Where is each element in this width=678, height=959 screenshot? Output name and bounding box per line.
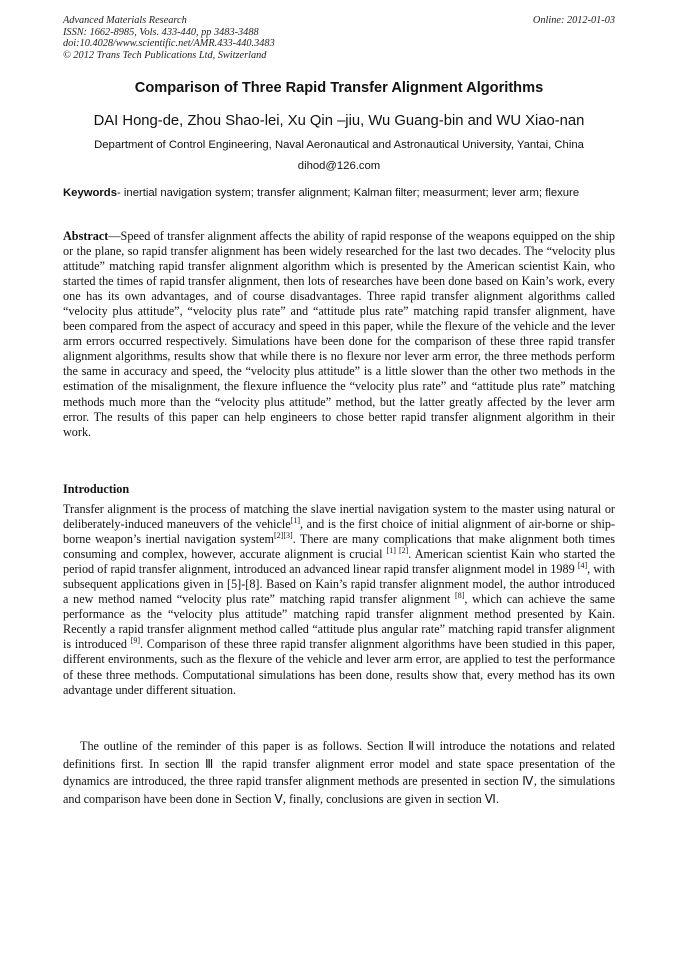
keywords-text: - inertial navigation system; transfer alignment; Kalman filter; measurment; lever arm; flexure (117, 187, 580, 199)
paper-title: Comparison of Three Rapid Transfer Alignment Algorithms (134, 80, 544, 96)
citation: [8] (455, 591, 465, 601)
abstract-text: —Speed of transfer alignment affects the ability of rapid response of the weapons equipped on the ship or the plane, so rapid transfer alignment has been widely researched for the last two decades. The “velocity plus attitude” matching rapid transfer alignment algorithm which is presented by the American scientist Kain, who started the times of rapid transfer alignment, then lots of researches have been done based on Kain’s work, every one has its own advantages, and of course disadvantages. Three rapid transfer alignment algorithms called “velocity plus attitude”, “velocity plus rate” and “attitude plus rate” matching rapid transfer alignment, have been compared from the aspect of accuracy and speed in this paper, while the flexure of the vehicle and the lever arm errors occurred respectively. Simulations have been done for the comparison of these three rapid transfer alignment algorithms, results show that while there is no flexure nor lever arm error, the three methods perform the same in accuracy and speed, the “velocity plus attitude” is a little slower than the other two methods in the estimation of the misalignment, the flexure influence the “velocity plus rate” and “attitude plus rate” matching methods much more than the “velocity plus attitude” method, but the latter greatly affected by the lever arm error. The results of this paper can help engineers to chose better rapid transfer alignment algorithm in their work. (63, 229, 615, 439)
author-email: dihod@126.com (297, 160, 381, 172)
citation: [1] [2] (386, 546, 409, 556)
intro-text: , and is the first choice of initial alignment of air-borne or ship-borne weapon’s inertial navigation system (63, 517, 615, 547)
citation: [1] (290, 515, 300, 525)
intro-text: . Comparison of these three rapid transfer alignment algorithms have been studied in this paper, different environments, such as the flexure of the vehicle and lever arm error, are applied to test the performance of these three methods. Computational simulations has been done, results show that, every method has its own advantage under different situation. (63, 637, 615, 697)
keywords-block (63, 186, 615, 201)
author-list: DAI Hong-de, Zhou Shao-lei, Xu Qin –jiu, Wu Guang-bin and WU Xiao-nan (93, 113, 585, 129)
citation: [9] (130, 636, 140, 646)
citation: [4] (577, 561, 588, 571)
journal-name: Advanced Materials Research (63, 15, 187, 26)
abstract-block (63, 229, 615, 440)
introduction-heading: Introduction (63, 482, 130, 496)
abstract-label: Abstract (63, 229, 109, 243)
affiliation: Department of Control Engineering, Naval Aeronautical and Astronautical University, Yantai, China (94, 139, 584, 151)
citation: [2][3] (274, 531, 293, 541)
intro-text: , with subsequent applications given in [5]-[8]. Based on Kain’s rapid transfer alignment model, the author introduced a new method named “velocity plus rate” matching rapid transfer alignment (63, 562, 615, 607)
doi-line: doi:10.4028/www.scientific.net/AMR.433-440.3483 (63, 38, 275, 50)
intro-text: , which can achieve the same performance as the “velocity plus attitude” matching rapid transfer alignment method presented by Kain. Recently a rapid transfer alignment method called “attitude plus angular rate” matching rapid transfer alignment is introduced (63, 592, 615, 652)
copyright-line: © 2012 Trans Tech Publications Ltd, Switzerland (63, 49, 267, 61)
outline-paragraph: The outline of the reminder of this paper is as follows. Section Ⅱwill introduce the notations and related definitions first. In section Ⅲ the rapid transfer alignment error model and state space presentation of the dynamics are introduced, the three rapid transfer alignment methods are presented in section Ⅳ, the simulations and comparison have been done in Section Ⅴ, finally, conclusions are given in section Ⅵ. (63, 739, 615, 806)
keywords-label: Keywords (63, 187, 117, 199)
intro-text: . There are many complications that make alignment both times consuming and complex, however, accurate alignment is crucial (63, 532, 615, 562)
online-date: Online: 2012-01-03 (532, 15, 615, 26)
introduction-paragraph (63, 502, 615, 698)
journal-header (63, 15, 615, 61)
issn-line: ISSN: 1662-8985, Vols. 433-440, pp 3483-3488 (63, 26, 259, 38)
intro-text: . American scientist Kain who started the period of rapid transfer alignment, introduced an advanced linear rapid transfer alignment model in 1989 (63, 547, 616, 577)
intro-text: Transfer alignment is the process of matching the slave inertial navigation system to the master using natural or deliberately-induced maneuvers of the vehicle (63, 502, 615, 532)
